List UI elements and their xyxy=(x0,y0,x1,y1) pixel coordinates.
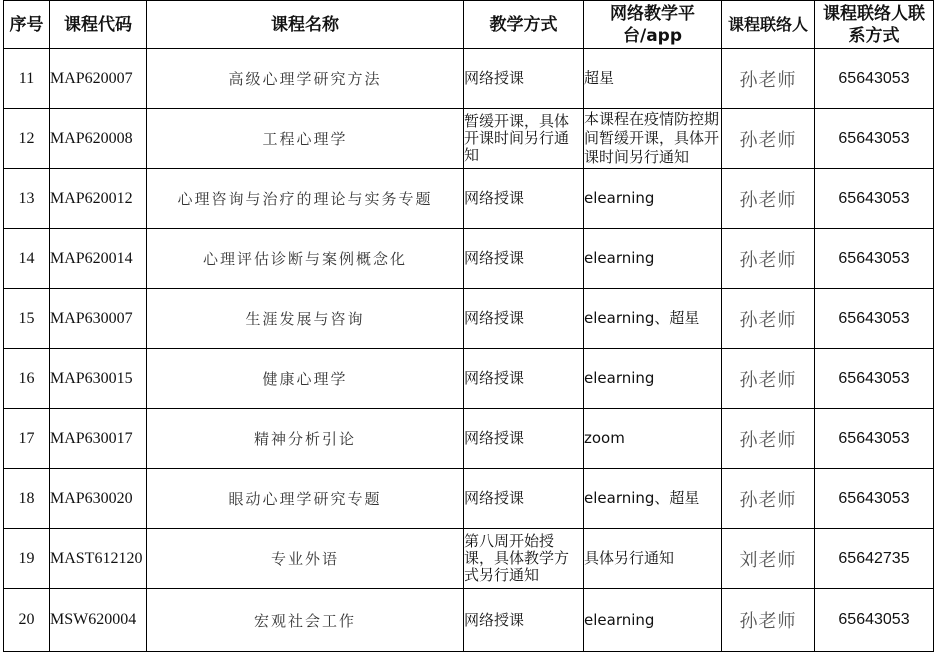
row-number-text: 12 xyxy=(18,129,35,147)
course-contact-text: 刘老师 xyxy=(739,549,797,571)
contact-phone-text: 65642735 xyxy=(838,549,910,567)
course-name xyxy=(147,169,464,229)
teaching-platform xyxy=(584,49,722,109)
course-name-text: 工程心理学 xyxy=(262,130,348,148)
teaching-platform xyxy=(584,529,722,589)
teaching-platform-text: elearning、超星 xyxy=(584,489,700,507)
header-contact: 课程联络人 xyxy=(722,1,815,49)
teaching-mode xyxy=(464,589,584,652)
teaching-platform-text: 本课程在疫情防控期间暂缓开课，具体开课时间另行通知 xyxy=(584,110,720,166)
course-code-text: MAP630017 xyxy=(50,429,133,447)
course-code-text: MAP620012 xyxy=(50,189,133,207)
header-code: 课程代码 xyxy=(50,1,147,49)
row-number-text: 16 xyxy=(18,369,35,387)
contact-phone-text: 65643053 xyxy=(838,69,910,87)
course-code xyxy=(50,349,147,409)
row-number xyxy=(4,469,50,529)
course-contact-text: 孙老师 xyxy=(739,309,797,331)
row-number xyxy=(4,529,50,589)
contact-phone-text: 65643053 xyxy=(838,189,910,207)
teaching-mode-text: 网络授课 xyxy=(464,190,525,207)
header-platform: 网络教学平台/app xyxy=(584,1,722,49)
course-contact xyxy=(722,409,815,469)
teaching-mode-text: 网络授课 xyxy=(464,250,525,267)
table-row xyxy=(4,469,934,529)
row-number xyxy=(4,169,50,229)
course-contact xyxy=(722,229,815,289)
contact-phone-text: 65643053 xyxy=(838,489,910,507)
table-row xyxy=(4,289,934,349)
row-number xyxy=(4,49,50,109)
row-number-text: 19 xyxy=(18,549,35,567)
row-number-text: 20 xyxy=(18,611,35,628)
header-no: 序号 xyxy=(4,1,50,49)
table-row xyxy=(4,529,934,589)
row-number xyxy=(4,589,50,652)
course-code xyxy=(50,109,147,169)
contact-phone-text: 65643053 xyxy=(838,309,910,327)
course-name-text: 眼动心理学研究专题 xyxy=(228,490,382,508)
course-contact-text: 孙老师 xyxy=(739,129,797,151)
course-contact-text: 孙老师 xyxy=(739,249,797,271)
row-number xyxy=(4,229,50,289)
teaching-mode xyxy=(464,469,584,529)
course-contact xyxy=(722,169,815,229)
row-number-text: 14 xyxy=(18,249,35,267)
table-row xyxy=(4,169,934,229)
row-number xyxy=(4,109,50,169)
header-name: 课程名称 xyxy=(147,1,464,49)
row-number-text: 15 xyxy=(18,309,35,327)
table-row xyxy=(4,349,934,409)
teaching-platform-text: 超星 xyxy=(584,69,615,87)
course-contact-text: 孙老师 xyxy=(739,369,797,391)
teaching-mode xyxy=(464,109,584,169)
teaching-mode-text: 第八周开始授课，具体教学方式另行通知 xyxy=(464,533,570,584)
row-number-text: 17 xyxy=(18,429,35,447)
teaching-platform xyxy=(584,409,722,469)
course-contact-text: 孙老师 xyxy=(739,69,797,91)
teaching-mode xyxy=(464,229,584,289)
course-name xyxy=(147,289,464,349)
contact-phone-text: 65643053 xyxy=(838,249,910,267)
table-row xyxy=(4,589,934,652)
course-name xyxy=(147,469,464,529)
course-name xyxy=(147,529,464,589)
course-name-text: 生涯发展与咨询 xyxy=(245,310,365,328)
teaching-platform xyxy=(584,469,722,529)
course-code xyxy=(50,529,147,589)
course-contact xyxy=(722,349,815,409)
header-mode: 教学方式 xyxy=(464,1,584,49)
header-phone: 课程联络人联系方式 xyxy=(815,1,934,49)
row-number xyxy=(4,409,50,469)
course-name xyxy=(147,409,464,469)
table-row xyxy=(4,229,934,289)
course-code-text: MAP630015 xyxy=(50,369,133,387)
teaching-mode xyxy=(464,349,584,409)
teaching-mode xyxy=(464,169,584,229)
course-name-text: 高级心理学研究方法 xyxy=(228,70,382,88)
teaching-platform-text: elearning xyxy=(584,610,655,629)
course-name xyxy=(147,589,464,652)
course-code xyxy=(50,169,147,229)
course-code-text: MAP630020 xyxy=(50,489,133,507)
teaching-mode-text: 网络授课 xyxy=(464,70,525,87)
course-name-text: 宏观社会工作 xyxy=(253,611,356,630)
table-row xyxy=(4,49,934,109)
contact-phone-text: 65643053 xyxy=(838,369,910,387)
row-number-text: 13 xyxy=(18,189,35,207)
contact-phone-text: 65643053 xyxy=(838,129,910,147)
teaching-platform-text: elearning xyxy=(584,249,655,267)
teaching-platform xyxy=(584,589,722,652)
course-contact-text: 孙老师 xyxy=(739,429,797,451)
course-contact xyxy=(722,109,815,169)
course-name xyxy=(147,229,464,289)
course-code xyxy=(50,409,147,469)
course-code-text: MAP620007 xyxy=(50,69,133,87)
course-contact xyxy=(722,49,815,109)
course-name-text: 心理评估诊断与案例概念化 xyxy=(202,250,407,268)
course-code-text: MAP620008 xyxy=(50,129,133,147)
teaching-mode xyxy=(464,529,584,589)
course-name-text: 心理咨询与治疗的理论与实务专题 xyxy=(177,190,433,208)
course-contact xyxy=(722,289,815,349)
course-contact-text: 孙老师 xyxy=(739,611,797,632)
course-name-text: 专业外语 xyxy=(270,550,339,568)
teaching-platform xyxy=(584,169,722,229)
course-code xyxy=(50,289,147,349)
contact-phone xyxy=(815,289,934,349)
contact-phone-text: 65643053 xyxy=(838,429,910,447)
course-code-text: MSW620004 xyxy=(50,611,137,628)
teaching-platform-text: elearning、超星 xyxy=(584,309,700,327)
teaching-mode-text: 暂缓开课，具体开课时间另行通知 xyxy=(464,113,570,164)
teaching-mode-text: 网络授课 xyxy=(464,430,525,447)
row-number xyxy=(4,289,50,349)
course-code-text: MAP630007 xyxy=(50,309,133,327)
course-code xyxy=(50,49,147,109)
contact-phone xyxy=(815,349,934,409)
teaching-mode xyxy=(464,409,584,469)
header-row xyxy=(4,1,934,49)
row-number xyxy=(4,349,50,409)
contact-phone xyxy=(815,229,934,289)
course-code xyxy=(50,469,147,529)
contact-phone xyxy=(815,589,934,652)
course-name xyxy=(147,349,464,409)
contact-phone xyxy=(815,469,934,529)
course-name xyxy=(147,49,464,109)
course-name-text: 精神分析引论 xyxy=(253,430,356,448)
teaching-platform xyxy=(584,229,722,289)
course-name-text: 健康心理学 xyxy=(262,370,348,388)
table-row xyxy=(4,409,934,469)
teaching-platform xyxy=(584,109,722,169)
course-code-text: MAST612120 xyxy=(50,549,143,567)
contact-phone xyxy=(815,49,934,109)
course-contact xyxy=(722,469,815,529)
contact-phone xyxy=(815,409,934,469)
course-name xyxy=(147,109,464,169)
contact-phone xyxy=(815,109,934,169)
contact-phone xyxy=(815,169,934,229)
teaching-platform xyxy=(584,349,722,409)
teaching-platform xyxy=(584,289,722,349)
course-code xyxy=(50,589,147,652)
teaching-mode-text: 网络授课 xyxy=(464,370,525,387)
teaching-platform-text: 具体另行通知 xyxy=(584,549,675,567)
teaching-platform-text: elearning xyxy=(584,369,655,387)
contact-phone-text: 65643053 xyxy=(838,611,910,628)
table-row xyxy=(4,109,934,169)
teaching-mode xyxy=(464,289,584,349)
teaching-mode-text: 网络授课 xyxy=(464,310,525,327)
row-number-text: 18 xyxy=(18,489,35,507)
teaching-platform-text: elearning xyxy=(584,189,655,207)
course-contact xyxy=(722,589,815,652)
teaching-mode xyxy=(464,49,584,109)
course-contact-text: 孙老师 xyxy=(739,489,797,511)
course-contact xyxy=(722,529,815,589)
row-number-text: 11 xyxy=(18,69,35,87)
course-contact-text: 孙老师 xyxy=(739,189,797,211)
teaching-platform-text: zoom xyxy=(584,429,625,447)
course-table xyxy=(3,0,934,652)
course-code xyxy=(50,229,147,289)
course-code-text: MAP620014 xyxy=(50,249,133,267)
contact-phone xyxy=(815,529,934,589)
teaching-mode-text: 网络授课 xyxy=(464,611,525,629)
teaching-mode-text: 网络授课 xyxy=(464,490,525,507)
